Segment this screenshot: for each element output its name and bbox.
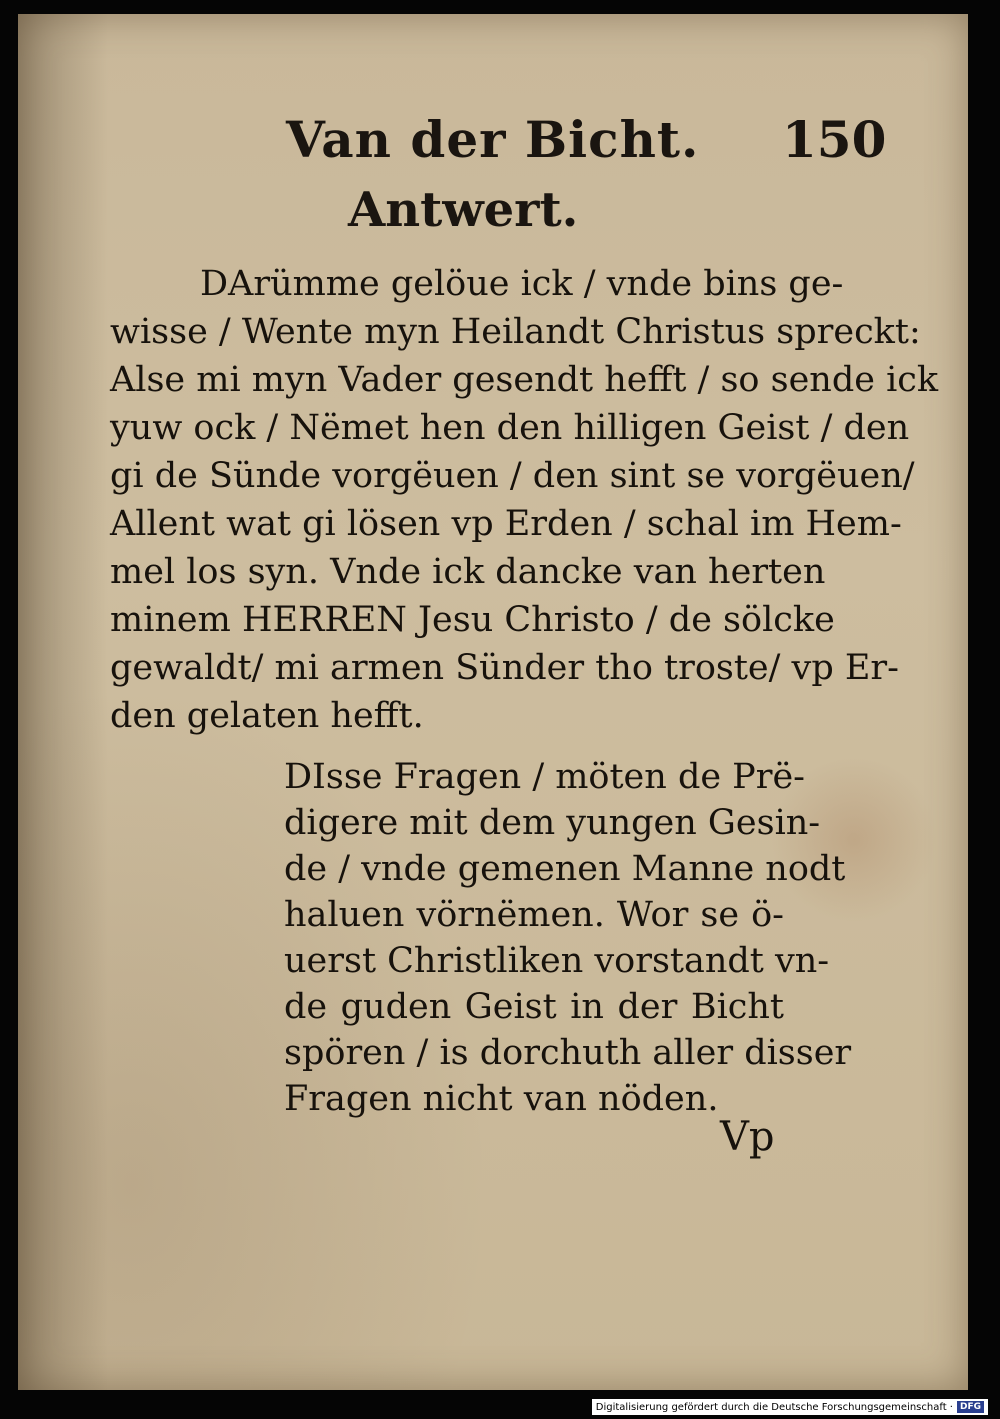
text-line: wisse / Wente myn Heilandt Christus spreckt: (110, 312, 921, 352)
text-line: Allent wat gi lösen vp Erden / schal im Hem- (110, 504, 902, 544)
text-line: yuw ock / Nëmet hen den hilligen Geist / den (110, 408, 910, 448)
text-line: Alse mi myn Vader gesendt hefft / so sende ick (110, 360, 939, 400)
text-line: digere mit dem yungen Gesin- (284, 803, 821, 843)
text-line: DArümme gelöue ick / vnde bins ge- (200, 264, 844, 304)
gutter-shadow (18, 14, 108, 1390)
text-line: minem HERREN Jesu Christo / de sölcke (110, 600, 835, 640)
text-line: den gelaten hefft. (110, 696, 424, 736)
text-line: spören / is dorchuth aller disser (284, 1033, 852, 1073)
text-line: uerst Christliken vorstandt vn- (284, 941, 830, 981)
book-page (18, 14, 968, 1390)
footer-credit: Digitalisierung gefördert durch die Deutsche Forschungsgemeinschaft · (595, 1401, 953, 1413)
text-line: Fragen nicht van nöden. (284, 1079, 719, 1119)
catchword: Vp (720, 1114, 775, 1160)
section-heading: Antwert. (348, 182, 579, 238)
running-header: Van der Bicht. (286, 110, 700, 169)
text-line: de / vnde gemenen Manne nodt (284, 849, 846, 889)
page-number: 150 (782, 110, 887, 169)
digitization-footer (592, 1399, 988, 1415)
text-line: gi de Sünde vorgëuen / den sint se vorgëuen/ (110, 456, 915, 496)
text-line: DIsse Fragen / möten de Prë- (284, 757, 806, 797)
text-line: mel los syn. Vnde ick dancke van herten (110, 552, 826, 592)
answer-paragraph (110, 260, 939, 740)
text-line: gewaldt/ mi armen Sünder tho troste/ vp Er- (110, 648, 899, 688)
note-paragraph (284, 754, 852, 1122)
text-line: de guden Geist in der Bicht (284, 987, 784, 1027)
text-line: haluen vörnëmen. Wor se ö- (284, 895, 784, 935)
dfg-logo-icon: DFG (957, 1401, 984, 1413)
